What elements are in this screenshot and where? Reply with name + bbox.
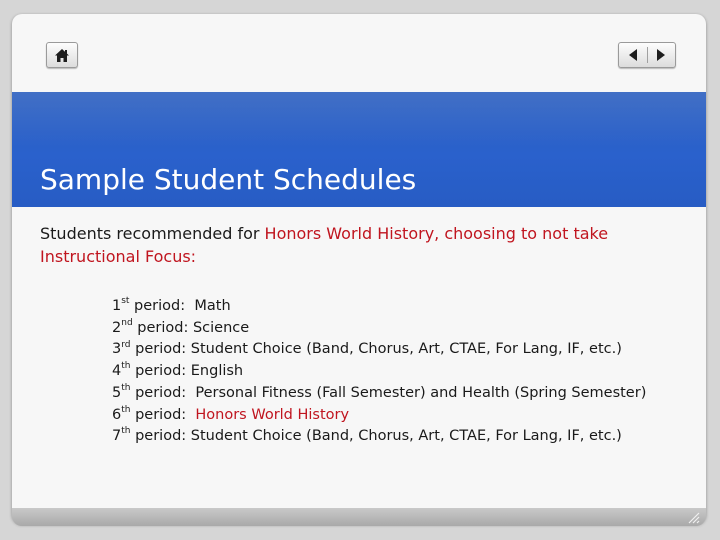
schedule-item-value: Student Choice (Band, Chorus, Art, CTAE, For Lang, IF, etc.) — [190, 428, 622, 445]
schedule-item-value: English — [190, 363, 244, 380]
slide-title: Sample Student Schedules — [40, 163, 417, 196]
schedule-item: 6th period: Honors World History — [112, 404, 350, 423]
slide-navigation — [618, 42, 676, 68]
home-button[interactable] — [46, 42, 78, 68]
title-band-sheen — [12, 92, 706, 147]
resize-grip-icon[interactable] — [686, 510, 700, 524]
intro-highlight: Honors World History, choosing to not take Instructional Focus: — [40, 224, 609, 266]
slide-bottom-bar — [12, 508, 706, 526]
schedule-item: 7th period: Student Choice (Band, Chorus, Art, CTAE, For Lang, IF, etc.) — [112, 426, 622, 445]
schedule-item: 4th period: English — [112, 361, 244, 380]
schedule-item-value: Honors World History — [195, 406, 350, 423]
intro-prefix: Students recommended for — [40, 224, 265, 243]
schedule-item: 3rd period: Student Choice (Band, Chorus, Art, CTAE, For Lang, IF, etc.) — [112, 339, 622, 358]
next-slide-button[interactable] — [648, 43, 675, 67]
schedule-list — [112, 296, 646, 448]
arrow-left-icon — [628, 49, 638, 61]
schedule-item-value: Science — [192, 319, 250, 336]
arrow-right-icon — [656, 49, 666, 61]
home-icon — [54, 48, 70, 63]
intro-text — [40, 222, 680, 268]
schedule-item-value: Personal Fitness (Fall Semester) and Health (Spring Semester) — [195, 384, 647, 401]
schedule-item-value: Student Choice (Band, Chorus, Art, CTAE, For Lang, IF, etc.) — [190, 341, 622, 358]
schedule-item: 5th period: Personal Fitness (Fall Semester) and Health (Spring Semester) — [112, 382, 647, 401]
schedule-item: 1st period: Math — [112, 296, 231, 314]
schedule-item: 2nd period: Science — [112, 317, 250, 336]
previous-slide-button[interactable] — [620, 43, 647, 67]
schedule-item-value: Math — [194, 298, 231, 314]
